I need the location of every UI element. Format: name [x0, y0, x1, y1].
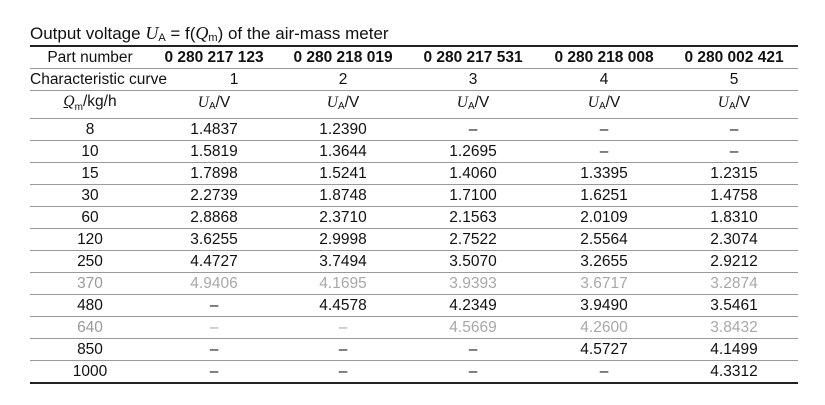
part-number-cell: 0 280 218 019 [278, 47, 408, 69]
voltage-cell: – [408, 119, 538, 141]
unit-label: /V [344, 94, 360, 112]
voltage-cell: 2.8868 [150, 207, 278, 229]
qm-unit: /kg/h [82, 93, 117, 110]
voltage-cell: 2.1563 [408, 207, 538, 229]
table-row [30, 273, 798, 295]
voltage-cell: 1.7898 [150, 163, 278, 185]
voltage-cell: 3.5070 [408, 251, 538, 273]
qm-value-cell: 10 [30, 141, 150, 163]
voltage-cell: 1.8748 [278, 185, 408, 207]
voltage-cell: – [538, 141, 670, 163]
qm-value-cell: 30 [30, 185, 150, 207]
voltage-cell: 4.2349 [408, 295, 538, 317]
characteristic-curve-row [30, 69, 798, 91]
unit-symbol: U [456, 94, 468, 112]
voltage-cell: 1.2315 [670, 163, 798, 185]
qm-value-cell: 8 [30, 119, 150, 141]
voltage-cell: 3.6255 [150, 229, 278, 251]
voltage-cell: 4.2600 [538, 317, 670, 339]
voltage-cell: 4.1499 [670, 339, 798, 361]
unit-label: /V [605, 94, 621, 112]
table-row [30, 339, 798, 361]
voltage-cell: – [278, 317, 408, 339]
qm-value-cell: 120 [30, 229, 150, 251]
voltage-cell: 2.5564 [538, 229, 670, 251]
unit-sub: A [337, 101, 345, 113]
voltage-cell: 1.2390 [278, 119, 408, 141]
unit-header-cell [538, 91, 670, 119]
unit-label: /V [474, 94, 490, 112]
voltage-cell: – [150, 295, 278, 317]
voltage-cell: 2.9212 [670, 251, 798, 273]
voltage-cell: 1.8310 [670, 207, 798, 229]
unit-label: /V [215, 94, 231, 112]
title-arg-sub: m [208, 32, 218, 44]
voltage-cell: 4.4727 [150, 251, 278, 273]
voltage-cell: – [278, 339, 408, 361]
voltage-cell: 1.4837 [150, 119, 278, 141]
voltage-cell: – [538, 119, 670, 141]
voltage-cell: 3.2655 [538, 251, 670, 273]
voltage-table [30, 47, 798, 384]
qm-sub: m [74, 102, 83, 114]
unit-symbol: U [717, 94, 729, 112]
voltage-cell: – [150, 317, 278, 339]
voltage-cell: 3.7494 [278, 251, 408, 273]
characteristic-curve-text: Characteristic curve [30, 71, 167, 88]
table-row [30, 163, 798, 185]
voltage-cell: 2.2739 [150, 185, 278, 207]
qm-value-cell: 370 [30, 273, 150, 295]
voltage-cell: 2.9998 [278, 229, 408, 251]
voltage-cell: 4.1695 [278, 273, 408, 295]
title-suffix: ) of the air-mass meter [217, 24, 389, 43]
voltage-cell: 3.5461 [670, 295, 798, 317]
voltage-cell: – [278, 361, 408, 384]
voltage-cell: – [538, 361, 670, 384]
voltage-cell: 1.3395 [538, 163, 670, 185]
part-number-cell: 0 280 002 421 [670, 47, 798, 69]
unit-header-row [30, 91, 798, 119]
unit-symbol: U [197, 94, 209, 112]
voltage-cell: 1.2695 [408, 141, 538, 163]
unit-symbol: U [326, 94, 338, 112]
voltage-cell: – [670, 119, 798, 141]
qm-value-cell: 640 [30, 317, 150, 339]
voltage-cell: 3.6717 [538, 273, 670, 295]
unit-sub: A [467, 101, 475, 113]
curve-cell: 1 [150, 69, 278, 91]
voltage-cell: – [408, 339, 538, 361]
voltage-cell: 3.2874 [670, 273, 798, 295]
voltage-cell: 1.7100 [408, 185, 538, 207]
qm-value-cell: 250 [30, 251, 150, 273]
table-row [30, 119, 798, 141]
table-row [30, 229, 798, 251]
curve-cell: 3 [408, 69, 538, 91]
voltage-cell: 2.3074 [670, 229, 798, 251]
unit-sub: A [598, 101, 606, 113]
voltage-cell: 4.5669 [408, 317, 538, 339]
title-middle: = f( [165, 24, 196, 43]
voltage-cell: – [150, 361, 278, 384]
voltage-cell: 3.8432 [670, 317, 798, 339]
title-symbol-sub: A [158, 32, 166, 44]
table-row [30, 207, 798, 229]
voltage-cell: 1.3644 [278, 141, 408, 163]
table-row [30, 361, 798, 384]
voltage-cell: – [150, 339, 278, 361]
part-number-label: Part number [30, 47, 150, 69]
part-number-row [30, 47, 798, 69]
voltage-cell: 1.4758 [670, 185, 798, 207]
curve-cell: 2 [278, 69, 408, 91]
voltage-cell: 4.5727 [538, 339, 670, 361]
unit-sub: A [728, 101, 736, 113]
voltage-cell: 2.0109 [538, 207, 670, 229]
voltage-cell: 1.5241 [278, 163, 408, 185]
voltage-cell: 1.5819 [150, 141, 278, 163]
qm-value-cell: 60 [30, 207, 150, 229]
voltage-cell: 1.4060 [408, 163, 538, 185]
unit-header-cell [150, 91, 278, 119]
title-prefix: Output voltage [30, 24, 146, 43]
voltage-cell: 3.9490 [538, 295, 670, 317]
unit-sub: A [208, 101, 216, 113]
characteristic-curve-label [30, 69, 167, 91]
voltage-cell: 3.9393 [408, 273, 538, 295]
part-number-cell: 0 280 217 123 [150, 47, 278, 69]
unit-header-cell [278, 91, 408, 119]
title-arg: Q [195, 23, 209, 43]
table-row [30, 295, 798, 317]
title-symbol: U [145, 23, 159, 43]
curve-cell: 4 [538, 69, 670, 91]
unit-header-cell [408, 91, 538, 119]
qm-value-cell: 850 [30, 339, 150, 361]
table-row [30, 141, 798, 163]
voltage-cell: 4.3312 [670, 361, 798, 384]
unit-symbol: U [587, 94, 599, 112]
voltage-cell: – [408, 361, 538, 384]
qm-value-cell: 1000 [30, 361, 150, 384]
voltage-cell: 2.7522 [408, 229, 538, 251]
curve-cell: 5 [670, 69, 798, 91]
qm-value-cell: 480 [30, 295, 150, 317]
table-row [30, 317, 798, 339]
part-number-cell: 0 280 218 008 [538, 47, 670, 69]
qm-symbol: Q [63, 93, 75, 110]
voltage-cell: 2.3710 [278, 207, 408, 229]
voltage-cell: 4.4578 [278, 295, 408, 317]
voltage-cell: – [670, 141, 798, 163]
part-number-cell: 0 280 217 531 [408, 47, 538, 69]
qm-value-cell: 15 [30, 163, 150, 185]
table-row [30, 251, 798, 273]
voltage-cell: 1.6251 [538, 185, 670, 207]
qm-header [30, 91, 150, 119]
table-row [30, 185, 798, 207]
unit-header-cell [670, 91, 798, 119]
voltage-cell: 4.9406 [150, 273, 278, 295]
table-title [30, 22, 810, 44]
unit-label: /V [735, 94, 751, 112]
